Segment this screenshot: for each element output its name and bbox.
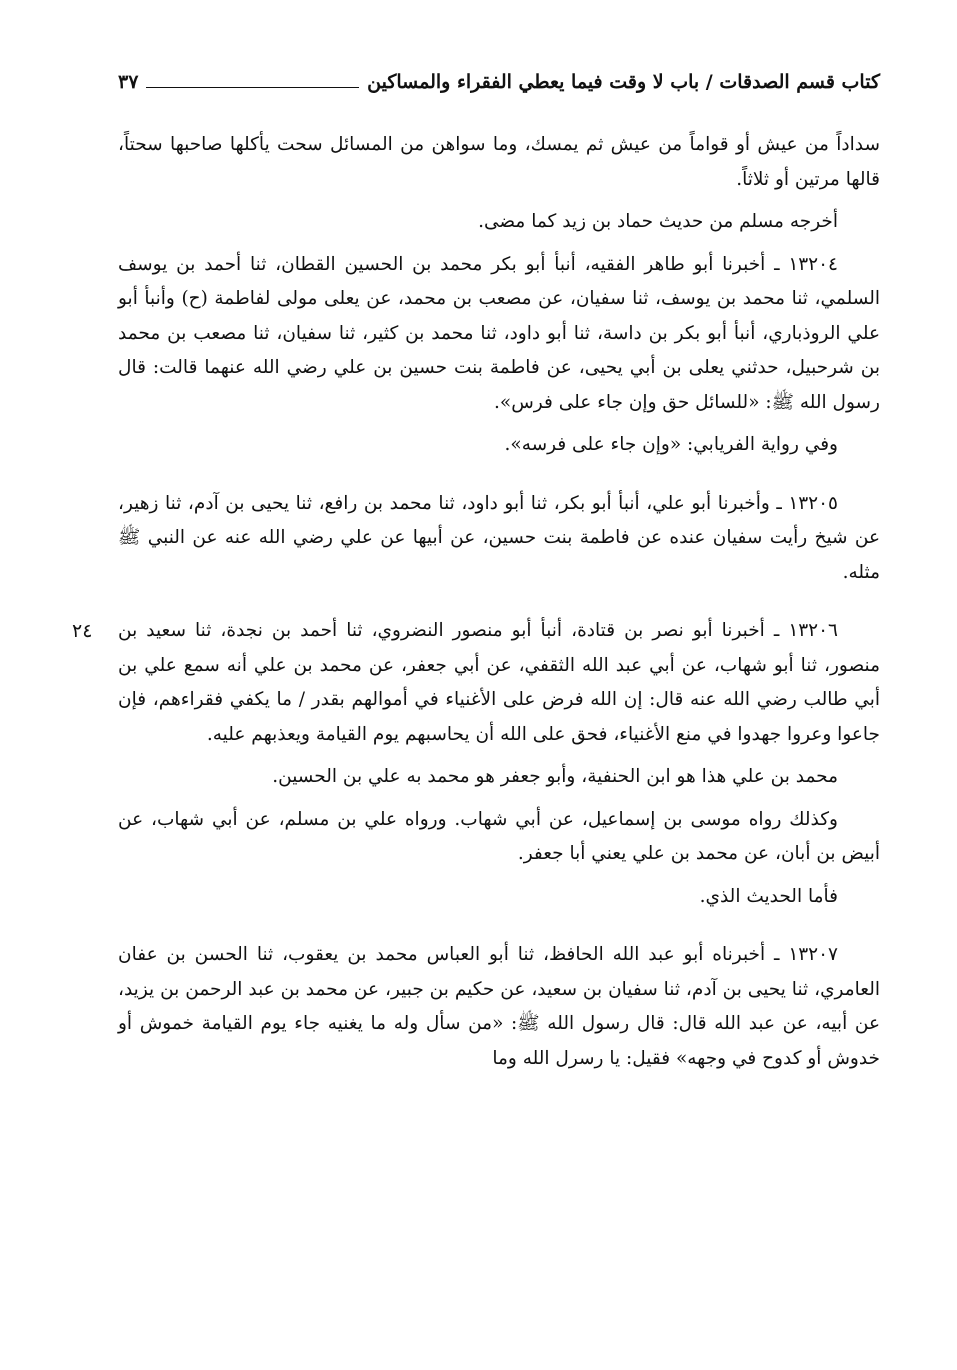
header-rule (146, 87, 359, 88)
paragraph-transition: فأما الحديث الذي. (699, 885, 838, 907)
paragraph-riwaya-note: وفي رواية الفريابي: «وإن جاء على فرسه». (504, 434, 838, 455)
hadith-13206: ١٣٢٠٦ ـ أخبرنا أبو نصر بن قتادة، أنبأ أبو منصور النضروي، ثنا أحمد بن نجدة، ثنا سعيد بن منصور، ثنا أبو شهاب، عن أبي عبد الله الثقفي، عن أبي جعفر، عن محمد بن علي أنه سمع علي بن أبي طالب رضي الله عنه قال: إن الله فرض على الأغنياء في أموالهم بقدر / ما يكفي فقراءهم، فإن جاعوا وعروا جهدوا في منع الأغنياء، فحق على الله أن يحاسبهم يوم القيامة ويعذبهم عليه. (118, 620, 880, 745)
margin-page-marker: ٢٤ (72, 620, 93, 642)
paragraph-identification-note: محمد بن علي هذا هو ابن الحنفية، وأبو جعفر هو محمد به علي بن الحسين. (272, 766, 838, 787)
running-header (118, 62, 880, 102)
paragraph-continuation: سداداً من عيش أو قواماً من عيش ثم يمسك، وما سواهن من المسائل سحت يأكلها صاحبها سحتاً، قالها مرتين أو ثلاثاً. (118, 134, 880, 190)
hadith-13207: ١٣٢٠٧ ـ أخبرناه أبو عبد الله الحافظ، ثنا أبو العباس محمد بن يعقوب، ثنا الحسن بن عفان العامري، ثنا يحيى بن آدم، ثنا سفيان بن سعيد، عن حكيم بن جبير، عن محمد بن عبد الرحمن بن يزيد، عن أبيه، عن عبد الله قال: قال رسول الله ﷺ: «من سأل وله ما يغنيه جاء يوم القيامة خموش أو خدوش أو كدوح في وجهه» فقيل: يا رسرل الله وما (118, 944, 880, 1069)
page-number: ٣٧ (118, 71, 139, 93)
header-title: كتاب قسم الصدقات / باب لا وقت فيما يعطي الفقراء والمساكين (367, 71, 880, 93)
hadith-13204: ١٣٢٠٤ ـ أخبرنا أبو طاهر الفقيه، أنبأ أبو بكر محمد بن الحسين القطان، ثنا أحمد بن يوسف السلمي، ثنا محمد بن يوسف، ثنا سفيان، عن مصعب بن محمد، عن يعلى مولى لفاطمة (ح) وأنبأ أبو علي الروذباري، أنبأ أبو بكر بن داسة، ثنا أبو داود، ثنا محمد بن كثير، ثنا سفيان، ثنا مصعب بن محمد بن شرحبيل، حدثني يعلى بن أبي يحيى، عن فاطمة بنت حسين بن علي رضي الله عنهما قالت: قال رسول الله ﷺ: «للسائل حق وإن جاء على فرس». (118, 253, 881, 413)
paragraph-chain-note: وكذلك رواه موسى بن إسماعيل، عن أبي شهاب. ورواه علي بن مسلم، عن أبي شهاب، عن أبيض بن أبان، عن محمد بن علي يعني أبا جعفر. (118, 808, 880, 864)
body-text (72, 128, 881, 1084)
hadith-13205: ١٣٢٠٥ ـ وأخبرنا أبو علي، أنبأ أبو بكر، ثنا أبو داود، ثنا محمد بن رافع، ثنا يحيى بن آدم، ثنا زهير، عن شيخ رأيت سفيان عنده عن فاطمة بنت حسين، عن أبيها عن علي رضي الله عنه عن النبي ﷺ مثله. (118, 492, 880, 583)
paragraph-source-note: أخرجه مسلم من حديث حماد بن زيد كما مضى. (478, 211, 838, 232)
hadith-13206-block (72, 614, 880, 752)
